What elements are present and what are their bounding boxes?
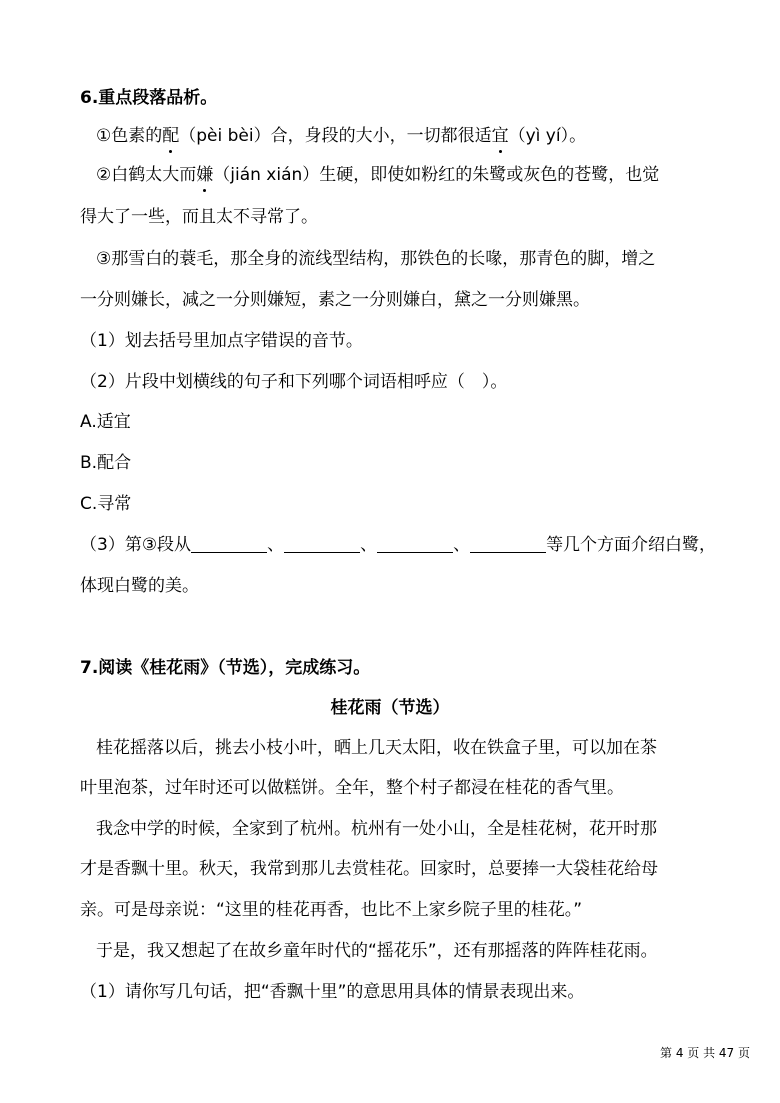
passage-line-1: 桂花摇落以后，挑去小枝小叶，晒上几天太阳，收在铁盒子里，可以加在茶 <box>96 738 657 758</box>
q6-paragraph-3-line1: ③那雪白的蓑毛，那全身的流线型结构，那铁色的长喙，那青色的脚，增之 <box>96 249 656 269</box>
dotted-char-yi: 宜 <box>491 126 509 146</box>
q7-title: 7.阅读《桂花雨》（节选），完成练习。 <box>80 658 371 678</box>
circle-number-2: ② <box>96 165 112 185</box>
option-c: C.寻常 <box>80 494 132 514</box>
passage-line-5: 亲。可是母亲说：“这里的桂花再香，也比不上家乡院子里的桂花。” <box>80 900 583 920</box>
passage-line-2: 叶里泡茶，过年时还可以做糕饼。全年，整个村子都浸在桂花的香气里。 <box>80 778 624 798</box>
dotted-char-pei: 配 <box>162 126 180 146</box>
q7-sub-question-1: （1）请你写几句话，把“香飘十里”的意思用具体的情景表现出来。 <box>80 982 585 1002</box>
q6-title: 6.重点段落品析。 <box>80 88 218 108</box>
passage-line-3: 我念中学的时候，全家到了杭州。杭州有一处小山，全是桂花树，花开时那 <box>96 819 657 839</box>
passage-title: 桂花雨（节选） <box>330 698 450 718</box>
q6-paragraph-2-line2: 得大了一些，而且太不寻常了。 <box>80 207 318 227</box>
q6-paragraph-1: ①色素的配（pèi bèi）合，身段的大小，一切都很适宜（yì yí）。 <box>96 126 587 146</box>
circle-number-1: ① <box>96 126 112 146</box>
q6-sub-question-2: （2）片段中划横线的句子和下列哪个词语相呼应（ ）。 <box>80 372 508 392</box>
answer-blank-3[interactable] <box>377 534 453 553</box>
dotted-char-xian: 嫌 <box>196 165 214 185</box>
q6-paragraph-2-line1: ②白鹤太大而嫌（jián xián）生硬，即使如粉红的朱鹭或灰色的苍鹭，也觉 <box>96 165 660 185</box>
answer-blank-2[interactable] <box>284 534 360 553</box>
answer-blank-1[interactable] <box>191 534 267 553</box>
q6-sub-question-3: （3）第③段从 、 、 、 等几个方面介绍白鹭， <box>80 535 717 555</box>
q6-sub-question-3-line2: 体现白鹭的美。 <box>80 576 199 596</box>
q6-paragraph-3-line2: 一分则嫌长，减之一分则嫌短，素之一分则嫌白，黛之一分则嫌黑。 <box>80 290 590 310</box>
option-b: B.配合 <box>80 453 132 473</box>
answer-blank-4[interactable] <box>470 534 546 553</box>
page-footer: 第 4 页 共 47 页 <box>660 1046 750 1060</box>
q6-sub-question-1: （1）划去括号里加点字错误的音节。 <box>80 331 363 351</box>
option-a: A.适宜 <box>80 412 131 432</box>
passage-line-6: 于是，我又想起了在故乡童年时代的“摇花乐”，还有那摇落的阵阵桂花雨。 <box>96 941 658 961</box>
passage-line-4: 才是香飘十里。秋天，我常到那儿去赏桂花。回家时，总要捧一大袋桂花给母 <box>80 859 658 879</box>
